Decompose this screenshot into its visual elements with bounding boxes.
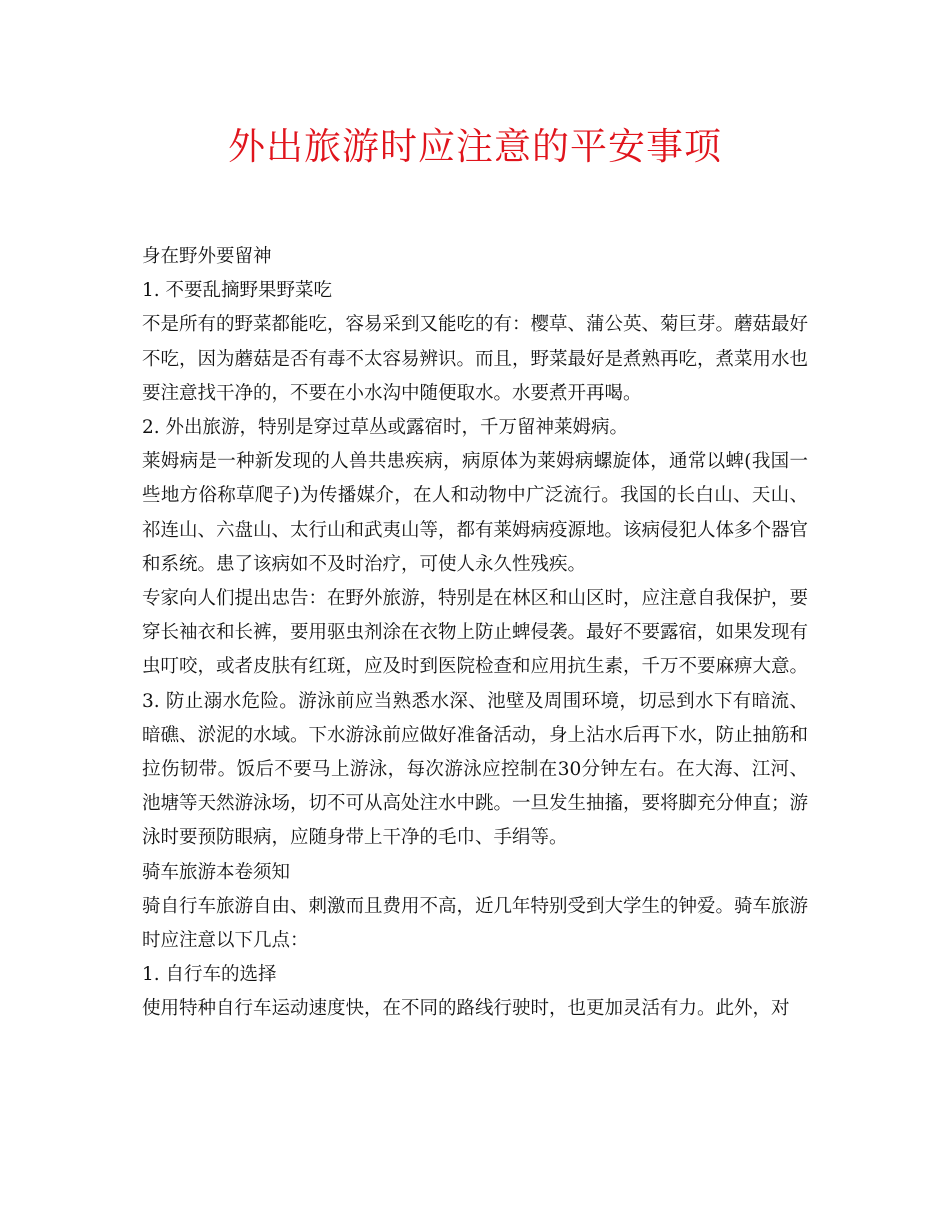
paragraph: 骑自行车旅游自由、刺激而且费用不高，近几年特别受到大学生的钟爱。骑车旅游时应注意以下几点： [142,895,809,952]
paragraph: 莱姆病是一种新发现的人兽共患疾病，病原体为莱姆病螺旋体，通常以蜱(我国一些地方俗称草爬子)为传播媒介，在人和动物中广泛流行。我国的长白山、天山、祁连山、六盘山、太行山和武夷山等，都有莱姆病疫源地。该病侵犯人体多个器官和系统。患了该病如不及时治疗，可使人永久性残疾。 [142,451,809,575]
paragraph: 使用特种自行车运动速度快，在不同的路线行驶时，也更加灵活有力。此外，对 [142,998,790,1020]
item-heading: 1. 不要乱摘野果野菜吃 [142,280,333,302]
section-heading: 身在野外要留神 [142,246,272,267]
document-body [142,240,808,1027]
item-heading: 1. 自行车的选择 [142,964,277,986]
paragraph: 专家向人们提出忠告：在野外旅游，特别是在林区和山区时，应注意自我保护，要穿长袖衣和长裤，要用驱虫剂涂在衣物上防止蜱侵袭。最好不要露宿，如果发现有虫叮咬，或者皮肤有红斑，应及时到医院检查和应用抗生素，千万不要麻痹大意。 [142,588,809,678]
paragraph: 不是所有的野菜都能吃，容易采到又能吃的有：樱草、蒲公英、菊巨芽。蘑菇最好不吃，因为蘑菇是否有毒不太容易辨识。而且，野菜最好是煮熟再吃，煮菜用水也要注意找干净的，不要在小水沟中随便取水。水要煮开再喝。 [142,314,809,404]
document-title: 外出旅游时应注意的平安事项 [228,125,722,168]
item-heading: 2. 外出旅游，特别是穿过草丛或露宿时，千万留神莱姆病。 [142,417,629,439]
paragraph: 3. 防止溺水危险。游泳前应当熟悉水深、池壁及周围环境，切忌到水下有暗流、暗礁、淤泥的水域。下水游泳前应做好准备活动，身上沾水后再下水，防止抽筋和拉伤韧带。饭后不要马上游泳，每次游泳应控制在30分钟左右。在大海、江河、池塘等天然游泳场，切不可从高处注水中跳。一旦发生抽搐，要将脚充分伸直；游泳时要预防眼病，应随身带上干净的毛巾、手绢等。 [142,690,809,849]
section-heading: 骑车旅游本卷须知 [142,861,291,883]
